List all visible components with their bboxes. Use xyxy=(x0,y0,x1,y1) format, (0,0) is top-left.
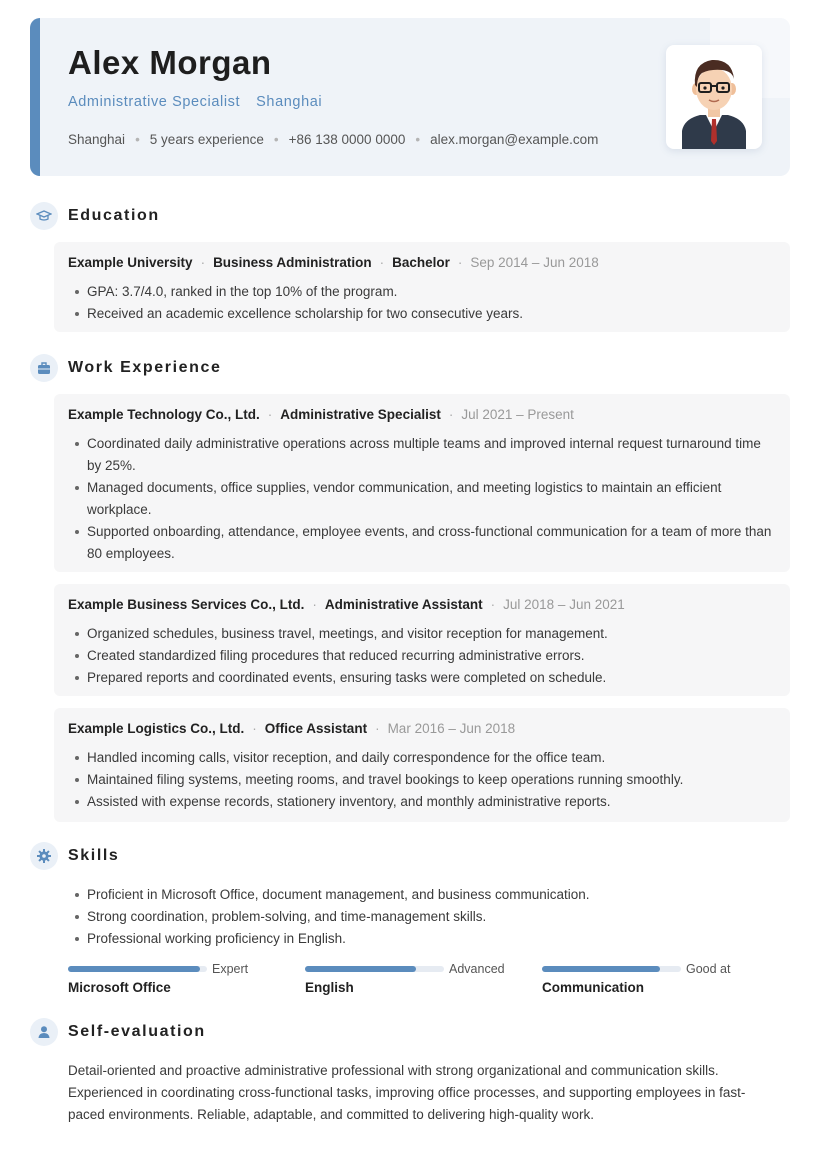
list-item: Organized schedules, business travel, meetings, and visitor reception for management. xyxy=(68,623,776,645)
list-item: Maintained filing systems, meeting rooms, and travel bookings to keep operations running smoothly. xyxy=(68,769,776,791)
briefcase-icon xyxy=(30,354,58,382)
work-date: Mar 2016 – Jun 2018 xyxy=(387,721,516,736)
work-card xyxy=(54,584,790,696)
job-role: Office Assistant xyxy=(264,721,368,736)
work-head: Example Business Services Co., Ltd. · Administrative Assistant · Jul 2018 – Jun 2021 xyxy=(68,597,625,612)
list-item: Created standardized filing procedures that reduced recurring administrative errors. xyxy=(68,645,776,667)
work-head: Example Technology Co., Ltd. · Administrative Specialist · Jul 2021 – Present xyxy=(68,407,574,422)
education-date: Sep 2014 – Jun 2018 xyxy=(470,255,599,270)
section-education xyxy=(30,202,160,230)
separator-dot: • xyxy=(273,132,279,147)
major: Business Administration xyxy=(213,255,372,270)
skill-track xyxy=(305,966,444,972)
person-icon xyxy=(30,1018,58,1046)
candidate-role xyxy=(68,94,322,110)
contact-location: Shanghai xyxy=(68,132,126,147)
work-card xyxy=(54,394,790,572)
company-name: Example Technology Co., Ltd. xyxy=(68,407,260,422)
city-tag: Shanghai xyxy=(256,94,323,110)
skill-track xyxy=(542,966,681,972)
skills-list xyxy=(54,884,790,950)
skill-level: Good at xyxy=(686,962,731,976)
job-role: Administrative Specialist xyxy=(280,407,441,422)
contact-line xyxy=(68,132,598,147)
self-evaluation-text: Detail-oriented and proactive administrative professional with strong organizational and communication skills. Experienced in coordinating cross-functional tasks, improving office processes, and supporting employees in fast-paced environments. Reliable, adaptable, and committed to delivering high-quality work. xyxy=(68,1063,746,1122)
list-item: Strong coordination, problem-solving, and time-management skills. xyxy=(68,906,790,928)
skill-name: Communication xyxy=(542,980,645,995)
company-name: Example Logistics Co., Ltd. xyxy=(68,721,245,736)
resume-header xyxy=(30,18,790,176)
work-bullets xyxy=(68,747,776,813)
gear-icon xyxy=(30,842,58,870)
job-role: Administrative Assistant xyxy=(324,597,483,612)
avatar xyxy=(666,45,762,149)
work-bullets xyxy=(68,433,776,565)
section-skills xyxy=(30,842,119,870)
section-title-self-evaluation: Self-evaluation xyxy=(68,1023,206,1040)
list-item: GPA: 3.7/4.0, ranked in the top 10% of the program. xyxy=(68,281,776,303)
list-item: Assisted with expense records, stationery inventory, and monthly administrative reports. xyxy=(68,791,776,813)
contact-phone: +86 138 0000 0000 xyxy=(288,132,406,147)
skill-fill xyxy=(68,966,200,972)
skill-fill xyxy=(305,966,416,972)
work-date: Jul 2021 – Present xyxy=(461,407,574,422)
skills-bullets xyxy=(68,884,790,950)
education-head: Example University · Business Administration · Bachelor · Sep 2014 – Jun 2018 xyxy=(68,255,599,270)
contact-experience: 5 years experience xyxy=(149,132,264,147)
list-item: Managed documents, office supplies, vendor communication, and meeting logistics to maintain an efficient workplace. xyxy=(68,477,776,521)
graduation-cap-icon xyxy=(30,202,58,230)
list-item: Received an academic excellence scholarship for two consecutive years. xyxy=(68,303,776,325)
work-date: Jul 2018 – Jun 2021 xyxy=(503,597,625,612)
skill-name: English xyxy=(305,980,354,995)
section-work xyxy=(30,354,222,382)
skill-bars xyxy=(68,962,788,1002)
job-title: Administrative Specialist xyxy=(68,94,241,110)
skill-fill xyxy=(542,966,660,972)
list-item: Professional working proficiency in English. xyxy=(68,928,790,950)
avatar-illustration xyxy=(666,45,762,149)
skill-level: Expert xyxy=(212,962,249,976)
section-title-education: Education xyxy=(68,207,160,224)
section-title-skills: Skills xyxy=(68,847,120,864)
list-item: Handled incoming calls, visitor reception, and daily correspondence for the office team. xyxy=(68,747,776,769)
section-self-evaluation xyxy=(30,1018,206,1046)
list-item: Coordinated daily administrative operations across multiple teams and improved internal request turnaround time by 25%. xyxy=(68,433,776,477)
skill-name: Microsoft Office xyxy=(68,980,171,995)
skill-level: Advanced xyxy=(449,962,505,976)
header-accent-bar xyxy=(30,18,40,176)
list-item: Supported onboarding, attendance, employee events, and cross-functional communication for a team of more than 80 employees. xyxy=(68,521,776,565)
education-card xyxy=(54,242,790,332)
work-card xyxy=(54,708,790,822)
contact-email[interactable]: alex.morgan@example.com xyxy=(430,132,599,147)
work-head: Example Logistics Co., Ltd. · Office Assistant · Mar 2016 – Jun 2018 xyxy=(68,721,516,736)
skill-track xyxy=(68,966,207,972)
degree: Bachelor xyxy=(392,255,450,270)
candidate-name: Alex Morgan xyxy=(68,44,272,81)
separator-dot: • xyxy=(415,132,421,147)
list-item: Proficient in Microsoft Office, document management, and business communication. xyxy=(68,884,790,906)
education-bullets xyxy=(68,281,776,325)
school-name: Example University xyxy=(68,255,193,270)
list-item: Prepared reports and coordinated events, ensuring tasks were completed on schedule. xyxy=(68,667,776,689)
company-name: Example Business Services Co., Ltd. xyxy=(68,597,305,612)
work-bullets xyxy=(68,623,776,689)
section-title-work: Work Experience xyxy=(68,359,222,376)
separator-dot: • xyxy=(135,132,140,147)
